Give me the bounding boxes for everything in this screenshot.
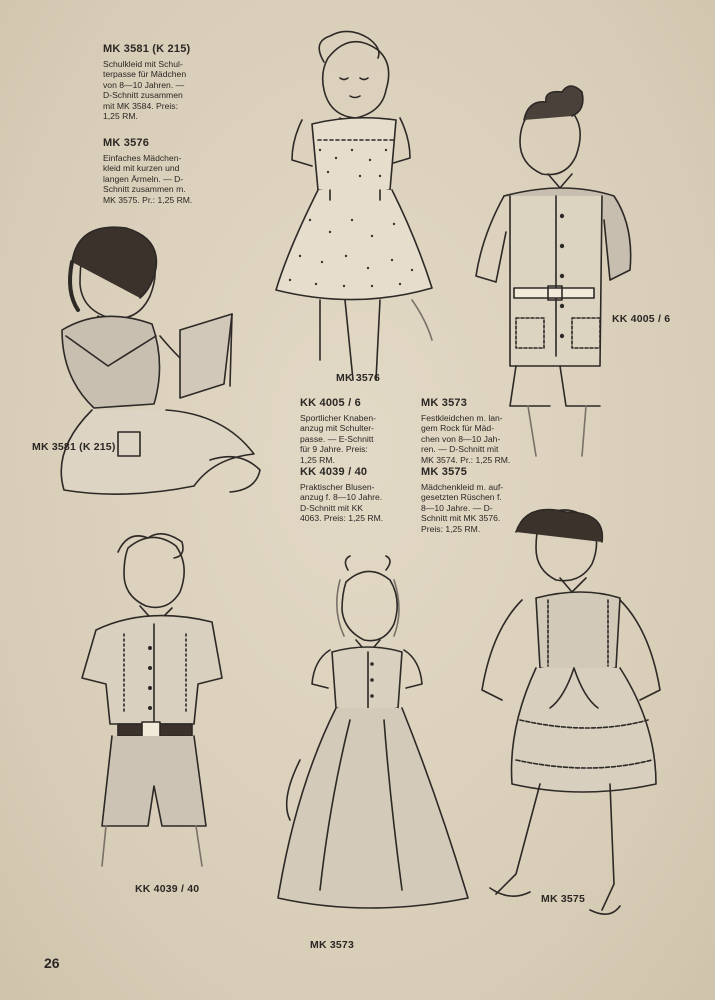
figure-kk4039 (82, 534, 222, 866)
description-code: KK 4005 / 6 (300, 397, 361, 409)
figure-mk3573 (278, 556, 468, 908)
description-text: Mädchenkleid m. auf- gesetzten Rüschen f. 8—10 Jahre. — D- Schnitt mit MK 3576. Preis: 1,25 RM. (421, 482, 504, 534)
description-mk3573 (421, 396, 517, 465)
description-text: Schulkleid mit Schul- terpasse für Mädchen von 8—10 Jahren. — D-Schnitt zusammen mit MK 3584. Preis: 1,25 RM. (103, 59, 187, 122)
description-text: Praktischer Blusen- anzug f. 8—10 Jahre. D-Schnitt mit KK 4063. Preis: 1,25 RM. (300, 482, 384, 524)
figure-label-mk3576: MK 3576 (336, 372, 381, 384)
description-code: MK 3575 (421, 466, 468, 478)
description-kk4005 (300, 396, 398, 465)
description-code: MK 3581 (K 215) (103, 43, 191, 55)
figure-mk3575 (482, 510, 660, 915)
figure-mk3576 (276, 31, 432, 380)
description-mk3576 (103, 136, 199, 205)
page-number: 26 (44, 955, 60, 971)
description-text: Einfaches Mädchen- kleid mit kurzen und langen Ärmeln. — D- Schnitt zusammen m. MK 3575. Pr.: 1,25 RM. (103, 153, 193, 205)
figure-label-mk3575: MK 3575 (541, 893, 586, 905)
description-kk4039 (300, 465, 398, 524)
description-text: Sportlicher Knaben- anzug mit Schulter- passe. — E-Schnitt für 9 Jahre. Preis: 1,25 RM. (300, 413, 376, 465)
figure-mk3581 (61, 227, 260, 494)
figure-label-kk4005: KK 4005 / 6 (612, 313, 671, 325)
description-mk3575 (421, 465, 517, 534)
description-code: KK 4039 / 40 (300, 466, 368, 478)
description-code: MK 3576 (103, 137, 150, 149)
figure-label-mk3573: MK 3573 (310, 939, 355, 951)
description-text: Festkleidchen m. lan- gem Rock für Mäd- chen von 8—10 Jah- ren. — D-Schnitt mit MK 3574. Pr.: 1,25 RM. (421, 413, 511, 465)
figure-label-mk3581: MK 3581 (K 215) (32, 441, 116, 453)
description-mk3581 (103, 42, 197, 121)
figure-label-kk4039: KK 4039 / 40 (135, 883, 200, 895)
description-code: MK 3573 (421, 397, 468, 409)
